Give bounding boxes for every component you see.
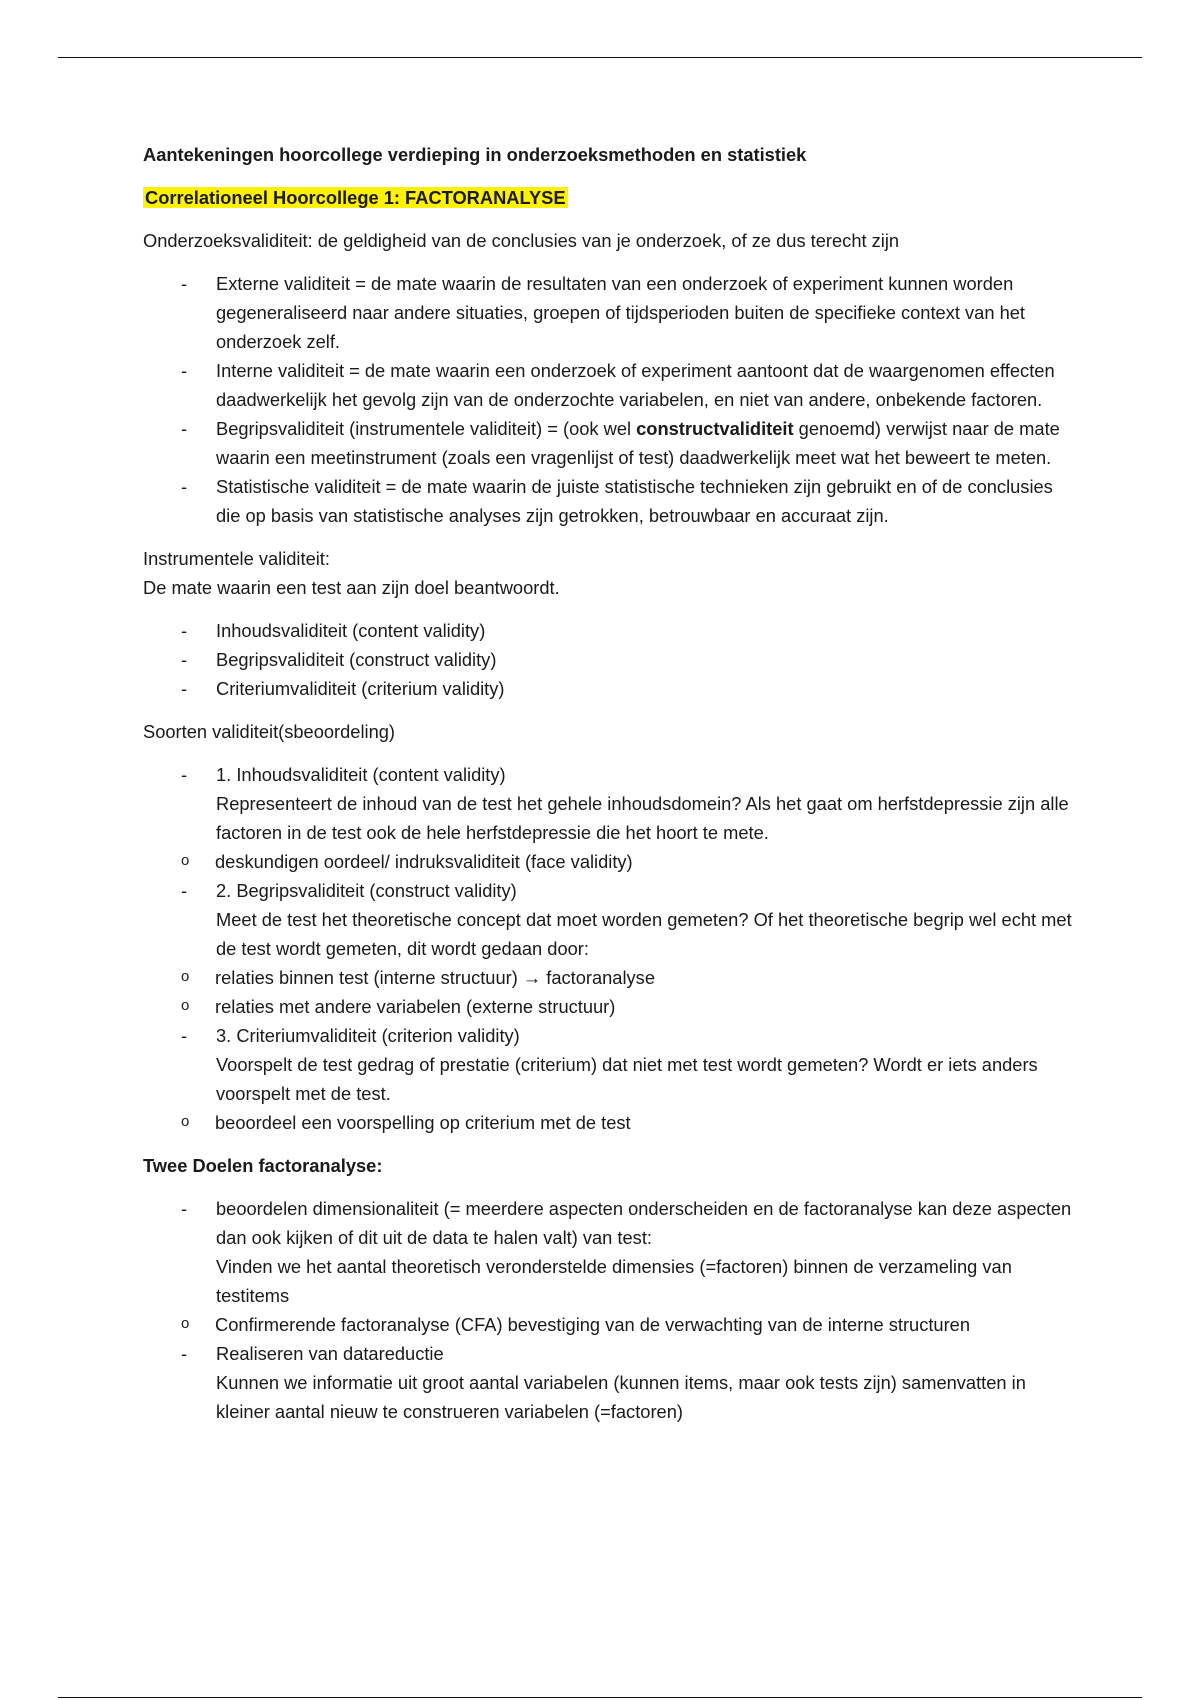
goal-title: - beoordelen dimensionaliteit (= meerdere aspecten onderscheiden en de factoranalyse kan deze aspecten dan ook kijken of dit uit de data te halen valt) van test: [216,1198,1072,1248]
goal-text: Vinden we het aantal theoretisch veronderstelde dimensies (=factoren) binnen de verzameling van testitems [216,1256,1012,1306]
sub-list-item: o relaties met andere variabelen (externe structuur) [143,992,1073,1021]
document-page [143,140,1073,1426]
kinds-heading: Soorten validiteit(sbeoordeling) [143,721,396,742]
instrumental-definition: De mate waarin een test aan zijn doel beantwoordt. [143,577,560,598]
sub-list-item: o Confirmerende factoranalyse (CFA) bevestiging van de verwachting van de interne structuren [143,1310,1073,1339]
list-item [143,1194,1073,1339]
kind-title: - 1. Inhoudsvaliditeit (content validity) [216,764,506,785]
lecture-heading: Correlationeel Hoorcollege 1: FACTORANALYSE [145,187,566,208]
goal-text: Kunnen we informatie uit groot aantal variabelen (kunnen items, maar ook tests zijn) samenvatten in kleiner aantal nieuw te construeren variabelen (=factoren) [216,1372,1026,1422]
goals-heading: Twee Doelen factoranalyse: [143,1155,383,1176]
sub-list [143,963,1073,1021]
list-item: - Inhoudsvaliditeit (content validity) [143,616,1073,645]
sub-list [143,847,1073,876]
list-item [143,1021,1073,1137]
kind-title: - 3. Criteriumvaliditeit (criterion validity) [216,1025,520,1046]
begrips-text-start: Begripsvaliditeit (instrumentele validiteit) = (ook wel [216,418,637,439]
intro-paragraph: Onderzoeksvaliditeit: de geldigheid van de conclusies van je onderzoek, of ze dus terecht zijn [143,230,900,251]
list-item: - Externe validiteit = de mate waarin de resultaten van een onderzoek of experiment kunnen worden gegeneraliseerd naar andere situaties, groepen of tijdsperioden buiten de specifieke context van het onderzoek zelf. [143,269,1073,356]
top-rule [58,57,1142,58]
sub-list [143,1108,1073,1137]
kind-text: Representeert de inhoud van de test het gehele inhoudsdomein? Als het gaat om herfstdepressie zijn alle factoren in de test ook de hele herfstdepressie die het hoort te mete. [216,793,1069,843]
goals-list [143,1194,1073,1426]
kind-text: Meet de test het theoretische concept dat moet worden gemeten? Of het theoretische begrip wel echt met de test wordt gemeten, dit wordt gedaan door: [216,909,1072,959]
kind-title: - 2. Begripsvaliditeit (construct validity) [216,880,517,901]
kinds-list [143,760,1073,1137]
list-item [143,414,1073,472]
sub-list-item: o relaties binnen test (interne structuur) → factoranalyse [143,963,1073,992]
bottom-rule [58,1697,1142,1698]
list-item: - Criteriumvaliditeit (criterium validity) [143,674,1073,703]
instrumental-heading: Instrumentele validiteit: [143,548,330,569]
lecture-heading-wrap [143,183,1073,212]
list-item: - Begripsvaliditeit (construct validity) [143,645,1073,674]
list-item [143,876,1073,1021]
goal-title: - Realiseren van datareductie [216,1343,444,1364]
document-title: Aantekeningen hoorcollege verdieping in onderzoeksmethoden en statistiek [143,144,807,165]
sub-list-item: o deskundigen oordeel/ indruksvaliditeit (face validity) [143,847,1073,876]
kind-text: Voorspelt de test gedrag of prestatie (criterium) dat niet met test wordt gemeten? Wordt er iets anders voorspelt met de test. [216,1054,1038,1104]
arrow-right-icon: → [522,967,542,988]
list-item [143,760,1073,876]
sub-list-item: o beoordeel een voorspelling op criterium met de test [143,1108,1073,1137]
instrumental-list [143,616,1073,703]
list-item: - Interne validiteit = de mate waarin een onderzoek of experiment aantoont dat de waargenomen effecten daadwerkelijk het gevolg zijn van de onderzochte variabelen, en niet van andere, onbekende factoren. [143,356,1073,414]
begrips-bold-term: constructvaliditeit [636,418,794,439]
begrips-text-end: genoemd) verwijst naar de mate waarin een meetinstrument (zoals een vragenlijst of test) daadwerkelijk meet wat het beweert te meten. [216,418,1060,468]
list-item: - Statistische validiteit = de mate waarin de juiste statistische technieken zijn gebruikt en of de conclusies die op basis van statistische analyses zijn getrokken, betrouwbaar en accuraat zijn. [143,472,1073,530]
sub-list [143,1310,1073,1339]
validity-types-list [143,269,1073,530]
list-item [143,1339,1073,1426]
